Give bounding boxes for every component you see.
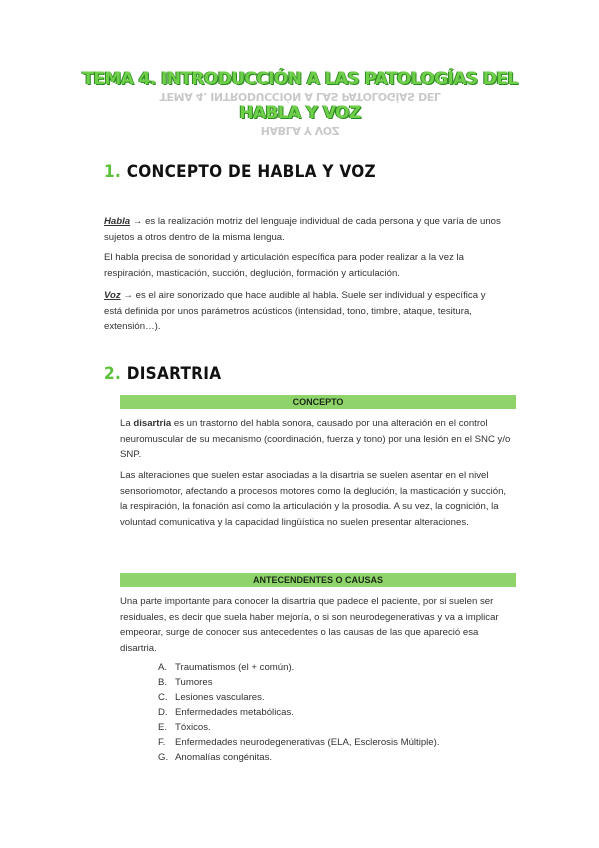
causes-list: [158, 660, 440, 765]
habla-paragraph-2: El habla precisa de sonoridad y articulación específica para poder realizar a la vez la respiración, masticación, succión, deglución, formación y articulación.: [104, 252, 464, 279]
list-item: F. Enfermedades neurodegenerativas (ELA, Esclerosis Múltiple).: [158, 737, 440, 748]
concepto-band: CONCEPTO: [120, 395, 516, 409]
title-line-1-reflection: TEMA 4. INTRODUCCIÓN A LAS PATOLOGÍAS DEL: [159, 90, 441, 103]
title-line-2: HABLA Y VOZ: [239, 103, 361, 123]
list-item: C. Lesiones vasculares.: [158, 692, 265, 703]
voz-definition-text: → es el aire sonorizado que hace audible al habla. Suele ser individual y específica y está definida por unos parámetros acústicos (intensidad, tono, timbre, ataque, tesitura, extensión…).: [104, 290, 486, 332]
list-item: A. Traumatismos (el + común).: [158, 662, 295, 673]
causas-band: ANTECENDENTES O CAUSAS: [120, 573, 516, 587]
habla-definition: [104, 214, 504, 245]
voz-definition: [104, 288, 504, 335]
habla-definition-text: → es la realización motriz del lenguaje individual de cada persona y que varía de unos sujetos a otros dentro de la misma lengua.: [104, 216, 501, 243]
disartria-definition-text: es un trastorno del habla sonora, causado por una alteración en el control neuromuscular de su mecanismo (coordinación, fuerza y tono) por una lesión en el SNC y/o SNP.: [120, 418, 511, 460]
causas-intro: Una parte importante para conocer la disartria que padece el paciente, por si suelen ser residuales, es decir que suela haber mejoría, o si son neurodegenerativas y va a implicar empeorar, surge de conocer sus antecedentes o las causas de las que apareció esa disartria.: [120, 596, 499, 654]
disartria-alterations: Las alteraciones que suelen estar asociadas a la disartria se suelen asentar en el nivel sensoriomotor, afectando a procesos motores como la deglución, la masticación y succión, la respiración, la fonación así como la articulación y la prosodia. A su vez, la cognición, la voluntad comunicativa y la capacidad lingüística no suelen presentar alteraciones.: [120, 470, 507, 528]
list-item: B. Tumores: [158, 677, 213, 688]
disartria-keyword: disartria: [133, 418, 172, 429]
voz-keyword: Voz: [104, 290, 121, 301]
list-item: D. Enfermedades metabólicas.: [158, 707, 294, 718]
disartria-definition: [120, 416, 516, 463]
section-1-title: CONCEPTO DE HABLA Y VOZ: [126, 162, 376, 182]
section-2-number: 2.: [104, 364, 122, 384]
list-item: E. Tóxicos.: [158, 722, 211, 733]
habla-keyword: Habla: [104, 216, 131, 227]
title-line-1: TEMA 4. INTRODUCCIÓN A LAS PATOLOGÍAS DEL: [82, 69, 518, 89]
section-2-title: DISARTRIA: [126, 364, 222, 384]
list-item: G. Anomalías congénitas.: [158, 752, 273, 763]
section-1-heading: [104, 162, 376, 182]
disartria-pre: La: [120, 418, 134, 429]
title-line-2-reflection: HABLA Y VOZ: [260, 124, 340, 137]
section-1-number: 1.: [104, 162, 122, 182]
section-2-heading: [104, 364, 221, 384]
